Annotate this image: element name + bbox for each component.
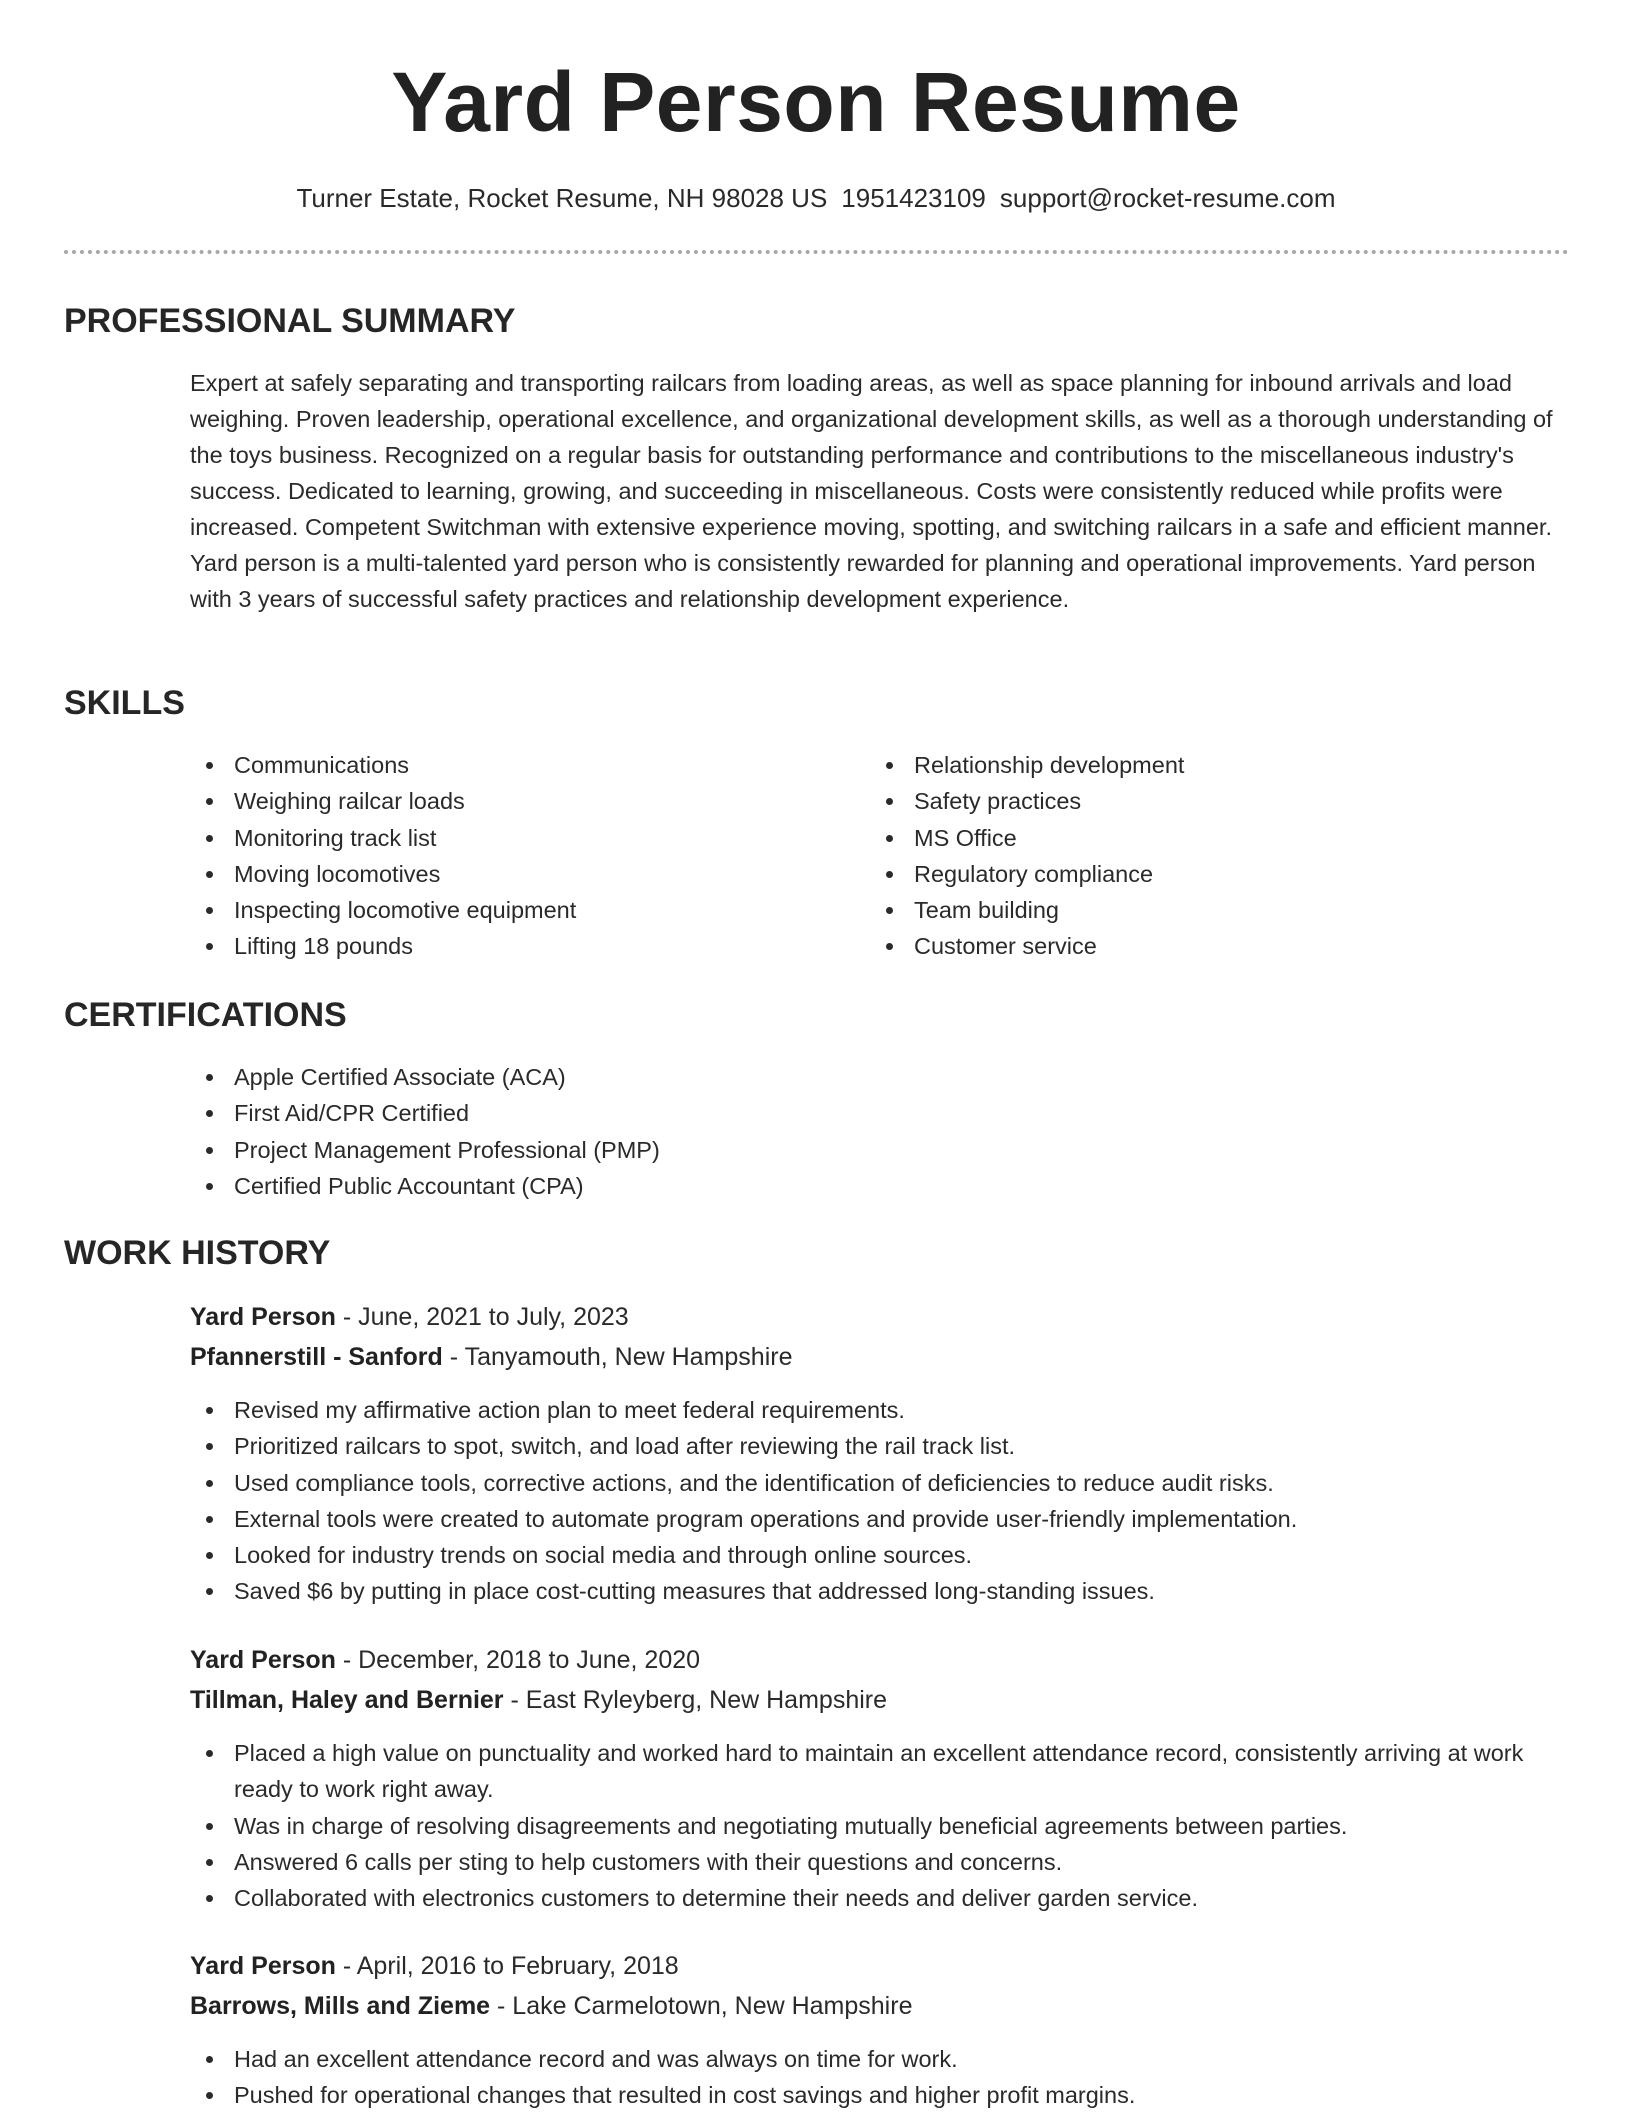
job-duty: Saved $6 by putting in place cost-cutting measures that addressed long-standing issues.	[190, 1573, 1570, 1609]
job-dates: - April, 2016 to February, 2018	[335, 1952, 679, 1980]
job-duty: Prioritized railcars to spot, switch, and load after reviewing the rail track list.	[190, 1428, 1570, 1464]
skill-item: Inspecting locomotive equipment	[190, 892, 830, 928]
job-duties-list	[190, 1392, 1570, 1610]
contact-line	[0, 180, 1632, 216]
certification-item: Certified Public Accountant (CPA)	[190, 1168, 1570, 1204]
skill-item: Moving locomotives	[190, 856, 830, 892]
skill-item: Regulatory compliance	[870, 856, 1510, 892]
job-company: Tillman, Haley and Bernier	[190, 1686, 504, 1714]
resume-title: Yard Person Resume	[391, 55, 1241, 149]
job-duty: External tools were created to automate program operations and provide user-friendly implementation.	[190, 1501, 1570, 1537]
job-location: - East Ryleyberg, New Hampshire	[503, 1686, 888, 1714]
skill-item: Monitoring track list	[190, 820, 830, 856]
job-duties-list	[190, 1735, 1570, 1916]
certification-item: Project Management Professional (PMP)	[190, 1132, 1570, 1168]
certification-item: First Aid/CPR Certified	[190, 1095, 1570, 1131]
job-dates: - June, 2021 to July, 2023	[335, 1303, 629, 1331]
job-duty: Answered 6 calls per sting to help customers with their questions and concerns.	[190, 1844, 1570, 1880]
job-location: - Lake Carmelotown, New Hampshire	[490, 1992, 913, 2020]
skill-item: Weighing railcar loads	[190, 783, 830, 819]
job-company: Barrows, Mills and Zieme	[190, 1992, 491, 2020]
skill-item: Lifting 18 pounds	[190, 928, 830, 964]
certifications-heading: CERTIFICATIONS	[64, 996, 347, 1034]
contact-address: Turner Estate, Rocket Resume, NH 98028 US	[296, 183, 828, 213]
header-divider	[64, 250, 1569, 254]
job-duty: Was in charge of resolving disagreements and negotiating mutually beneficial agreements between parties.	[190, 1808, 1570, 1844]
job-location: - Tanyamouth, New Hampshire	[442, 1343, 793, 1371]
job-title-line	[190, 1948, 679, 1984]
skill-item: Relationship development	[870, 747, 1510, 783]
skills-list-left	[190, 747, 830, 965]
job-duty: Looked for industry trends on social media and through online sources.	[190, 1537, 1570, 1573]
job-duty: Had an excellent attendance record and was always on time for work.	[190, 2041, 1570, 2077]
job-duty: Pushed for operational changes that resulted in cost savings and higher profit margins.	[190, 2077, 1570, 2113]
job-duty: Used compliance tools, corrective actions, and the identification of deficiencies to reduce audit risks.	[190, 1465, 1570, 1501]
certification-item: Apple Certified Associate (ACA)	[190, 1059, 1570, 1095]
skill-item: Team building	[870, 892, 1510, 928]
job-title-line	[190, 1642, 700, 1678]
skill-item: Safety practices	[870, 783, 1510, 819]
job-company-line	[190, 1682, 887, 1718]
job-role: Yard Person	[190, 1646, 336, 1674]
job-role: Yard Person	[190, 1952, 336, 1980]
job-duty: Collaborated with electronics customers to determine their needs and deliver garden service.	[190, 1880, 1570, 1916]
job-title-line	[190, 1299, 629, 1335]
skill-item: MS Office	[870, 820, 1510, 856]
summary-heading: PROFESSIONAL SUMMARY	[64, 302, 516, 340]
skills-list-right	[870, 747, 1510, 965]
skill-item: Customer service	[870, 928, 1510, 964]
work-history-heading: WORK HISTORY	[64, 1234, 331, 1272]
job-role: Yard Person	[190, 1303, 336, 1331]
summary-text: Expert at safely separating and transporting railcars from loading areas, as well as space planning for inbound arrivals and load weighing. Proven leadership, operational excellence, and organizational development skills, as well as a thorough understanding of the toys business. Recognized on a regular basis for outstanding performance and contributions to the miscellaneous industry's success. Dedicated to learning, growing, and succeeding in miscellaneous. Costs were consistently reduced while profits were increased. Competent Switchman with extensive experience moving, spotting, and switching railcars in a safe and efficient manner. Yard person is a multi-talented yard person who is consistently rewarded for planning and operational improvements. Yard person with 3 years of successful safety practices and relationship development experience.	[190, 370, 1553, 612]
job-company-line	[190, 1339, 793, 1375]
job-company: Pfannerstill - Sanford	[190, 1343, 443, 1371]
skill-item: Communications	[190, 747, 830, 783]
job-company-line	[190, 1988, 912, 2024]
certifications-list	[190, 1059, 1570, 1204]
job-duties-list	[190, 2041, 1570, 2114]
contact-email: support@rocket-resume.com	[999, 183, 1336, 213]
job-duty: Placed a high value on punctuality and worked hard to maintain an excellent attendance record, consistently arriving at work ready to work right away.	[190, 1735, 1570, 1808]
skills-heading: SKILLS	[64, 684, 185, 722]
job-duty: Revised my affirmative action plan to meet federal requirements.	[190, 1392, 1570, 1428]
contact-phone: 1951423109	[841, 183, 986, 213]
job-dates: - December, 2018 to June, 2020	[335, 1646, 701, 1674]
